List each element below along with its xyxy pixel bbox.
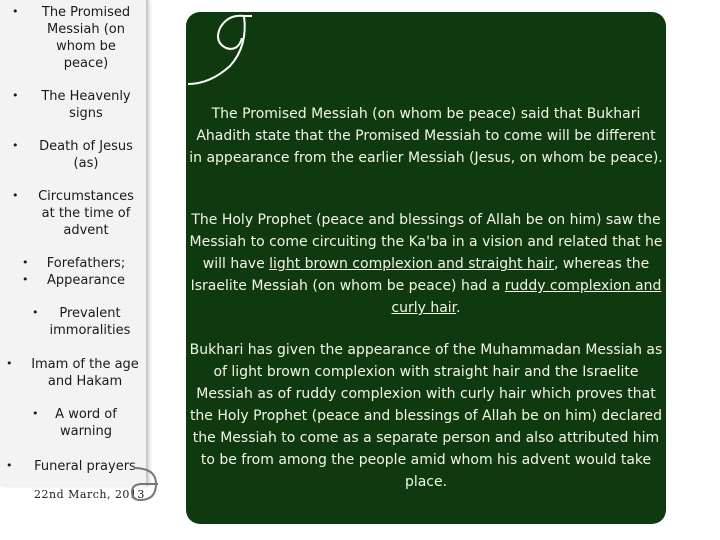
sidebar-item-promised-messiah[interactable]: The Promised Messiah (on whom be peace)	[41, 5, 131, 71]
sidebar-item-death-of-jesus[interactable]: Death of Jesus (as)	[39, 139, 133, 171]
bullet: •	[6, 459, 13, 472]
sidebar-item-heavenly-signs[interactable]: The Heavenly signs	[41, 89, 131, 121]
sidebar-item-forefathers[interactable]: Forefathers; Appearance	[46, 256, 126, 288]
paragraph-text: .	[456, 300, 461, 316]
bullet: •	[32, 407, 39, 420]
bullet: •	[32, 306, 39, 319]
sidebar-item-word-of-warning[interactable]: A word of warning	[55, 407, 117, 439]
underlined-phrase: ruddy complexion and curly hair	[391, 278, 662, 316]
underlined-phrase: light brown complexion and straight hair	[269, 256, 555, 272]
presentation-date: 22nd March, 2013	[34, 488, 145, 501]
sidebar-item-funeral-prayers[interactable]: Funeral prayers	[34, 459, 136, 474]
sidebar-item-imam-of-the-age[interactable]: Imam of the age and Hakam	[31, 357, 139, 389]
paragraph-holy-prophet-vision	[188, 209, 664, 319]
paragraph-bukhari-appearance: Bukhari has given the appearance of the Muhammadan Messiah as of light brown complexion with straight hair and the Israelite Messiah as of ruddy complexion with curly hair which proves that the Holy Prophet (peace and blessings of Allah be on him) declared the Messiah to come as a separate person and also attributed him to be from among the people amid whom his advent would take place.	[189, 342, 663, 490]
paragraph-text: The Holy Prophet (peace and blessings of Allah be on him) saw the Messiah to come circuiting the Ka'ba in a vision and related that he will have	[189, 212, 663, 272]
page-curl-ornament	[130, 466, 160, 506]
sidebar-item-circumstances[interactable]: Circumstances at the time of advent	[38, 189, 134, 238]
bullet: •	[22, 256, 29, 269]
bullet: •	[12, 5, 19, 18]
bullet: •	[12, 189, 19, 202]
bullet: •	[6, 357, 13, 370]
paragraph-text: , whereas the Israelite Messiah (on whom be peace) had a	[190, 256, 650, 294]
paragraph-appearance-difference: The Promised Messiah (on whom be peace) said that Bukhari Ahadith state that the Promised Messiah to come will be different in appearance from the earlier Messiah (Jesus, on whom be peace).	[189, 106, 663, 166]
sidebar-item-prevalent-immoralities[interactable]: Prevalent immoralities	[49, 306, 131, 338]
slide-outline-sidebar	[0, 0, 148, 486]
bullet: •	[12, 89, 19, 102]
scroll-curl-ornament	[186, 12, 252, 88]
bullet: •	[12, 139, 19, 152]
bullet: •	[22, 273, 29, 286]
